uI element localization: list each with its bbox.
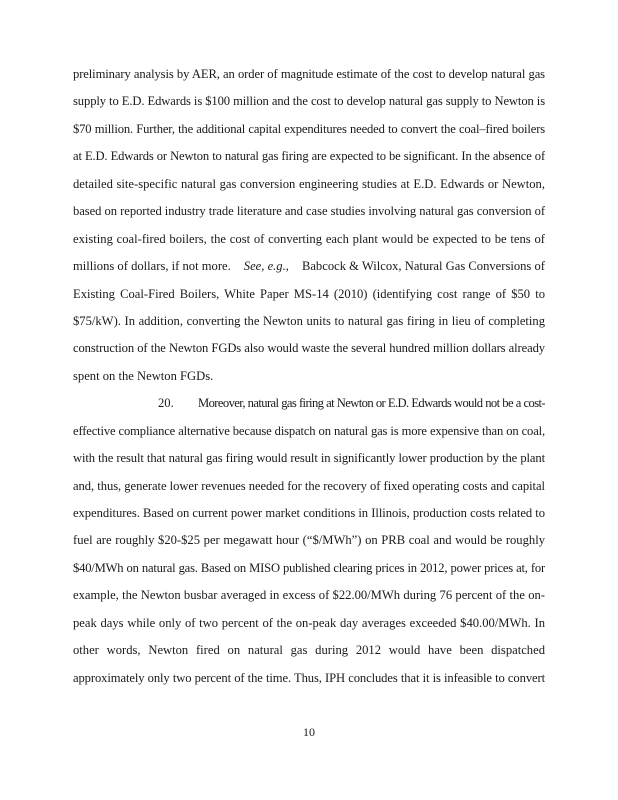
text-line: and, thus, generate lower revenues needed for the recovery of fixed operating costs and capital: [73, 478, 545, 493]
text-line: Moreover, natural gas firing at Newton or E.D. Edwards would not be a cost-: [198, 396, 545, 411]
text-line: peak days while only of two percent of the on-peak day averages exceeded $40.00/MWh. In: [73, 615, 545, 630]
text-line: expenditures. Based on current power market conditions in Illinois, production costs related to: [73, 506, 545, 520]
text-line: existing coal-fired boilers, the cost of converting each plant would be expected to be tens of: [73, 231, 545, 246]
text-line: example, the Newton busbar averaged in excess of $22.00/MWh during 76 percent of the on-: [73, 588, 545, 603]
text-line: Existing Coal-Fired Boilers, White Paper MS-14 (2010) (identifying cost range of $50 to: [73, 286, 545, 301]
text-line: effective compliance alternative because dispatch on natural gas is more expensive than on coal,: [73, 423, 545, 438]
text-line: at E.D. Edwards or Newton to natural gas firing are expected to be significant. In the absence of: [73, 149, 545, 164]
text-line: fuel are roughly $20-$25 per megawatt hour (“$/MWh”) on PRB coal and would be roughly: [73, 533, 545, 548]
paragraph-number: 20.: [158, 396, 174, 411]
text-line: supply to E.D. Edwards is $100 million and the cost to develop natural gas supply to Newton is: [73, 94, 545, 109]
text-line: spent on the Newton FGDs.: [73, 368, 214, 383]
text-line: other words, Newton fired on natural gas during 2012 would have been dispatched: [73, 643, 545, 658]
text-line: approximately only two percent of the time. Thus, IPH concludes that it is infeasible to convert: [73, 670, 545, 685]
citation-signal: See, e.g.,: [243, 259, 289, 274]
text-line: $75/kW). In addition, converting the Newton units to natural gas firing in lieu of completing: [73, 313, 545, 328]
paragraph-20-first-line: [73, 393, 545, 420]
body-text: [73, 64, 545, 695]
text-line: with the result that natural gas firing would result in significantly lower production by the plant: [73, 451, 545, 466]
text-line: detailed site-specific natural gas conversion engineering studies at E.D. Edwards or Newton,: [73, 176, 545, 191]
text-line: based on reported industry trade literature and case studies involving natural gas conversion of: [73, 204, 545, 219]
text-line: $40/MWh on natural gas. Based on MISO published clearing prices in 2012, power prices at, for: [73, 560, 545, 575]
citation-line: [73, 256, 545, 283]
citation-source: Babcock & Wilcox, Natural Gas Conversions of: [301, 259, 545, 274]
citation-before: millions of dollars, if not more.: [73, 259, 231, 274]
text-line: $70 million. Further, the additional capital expenditures needed to convert the coal–fired boilers: [73, 121, 545, 136]
text-line: preliminary analysis by AER, an order of magnitude estimate of the cost to develop natural gas: [73, 67, 545, 81]
page-number: 10: [303, 725, 315, 739]
text-line: construction of the Newton FGDs also would waste the several hundred million dollars already: [73, 341, 545, 356]
